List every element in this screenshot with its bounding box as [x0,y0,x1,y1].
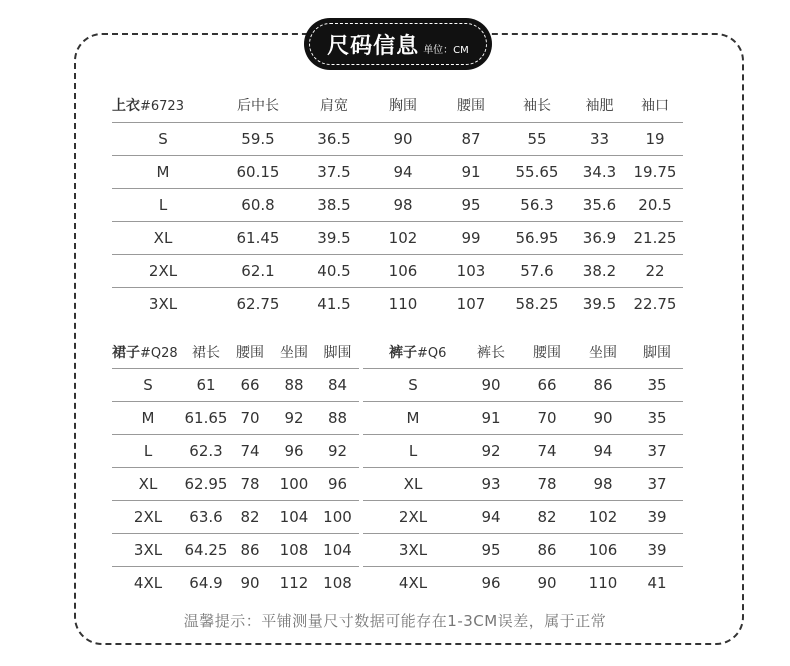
product-prefix: 上衣 [112,98,140,115]
value-cell: 39 [631,500,683,533]
value-cell: 21.25 [627,221,683,254]
value-cell: 96 [463,566,519,599]
size-cell: 4XL [363,566,463,599]
skirt-size-table [112,336,359,599]
value-cell: 103 [440,254,502,287]
value-cell: 55 [502,122,572,155]
value-cell: 40.5 [302,254,366,287]
value-cell: 20.5 [627,188,683,221]
value-cell: 56.95 [502,221,572,254]
value-cell: 91 [463,401,519,434]
value-cell: 19 [627,122,683,155]
table-row [363,533,683,566]
value-cell: 108 [272,533,316,566]
value-cell: 39.5 [302,221,366,254]
value-cell: 96 [272,434,316,467]
value-cell: 92 [272,401,316,434]
value-cell: 35 [631,368,683,401]
column-header: 坐围 [280,344,308,361]
value-cell: 92 [316,434,359,467]
value-cell: 98 [366,188,440,221]
value-cell: 84 [316,368,359,401]
value-cell: 37.5 [302,155,366,188]
table-row [112,122,683,155]
table-row [112,368,359,401]
value-cell: 34.3 [572,155,627,188]
table-row [112,533,359,566]
product-code: #Q6 [417,345,447,361]
table-row [363,500,683,533]
value-cell: 36.5 [302,122,366,155]
size-cell: 4XL [112,566,184,599]
column-header: 腰围 [533,344,561,361]
value-cell: 66 [228,368,272,401]
value-cell: 39 [631,533,683,566]
size-cell: XL [112,221,214,254]
value-cell: 106 [366,254,440,287]
value-cell: 35.6 [572,188,627,221]
product-prefix: 裤子 [389,344,417,361]
size-cell: XL [363,467,463,500]
column-header: 袖长 [523,98,551,115]
value-cell: 39.5 [572,287,627,320]
value-cell: 102 [575,500,631,533]
value-cell: 93 [463,467,519,500]
value-cell: 78 [228,467,272,500]
skirt-header-row [112,336,359,368]
size-cell: 3XL [112,287,214,320]
value-cell: 58.25 [502,287,572,320]
value-cell: 61.45 [214,221,302,254]
column-header: 裤长 [477,344,505,361]
value-cell: 33 [572,122,627,155]
product-code: #Q28 [140,345,178,361]
size-cell: M [363,401,463,434]
value-cell: 90 [228,566,272,599]
value-cell: 102 [366,221,440,254]
size-cell: S [363,368,463,401]
value-cell: 55.65 [502,155,572,188]
value-cell: 90 [519,566,575,599]
value-cell: 62.75 [214,287,302,320]
value-cell: 78 [519,467,575,500]
value-cell: 104 [316,533,359,566]
value-cell: 35 [631,401,683,434]
value-cell: 86 [575,368,631,401]
value-cell: 94 [575,434,631,467]
product-code: #6723 [140,99,184,115]
size-cell: 3XL [112,533,184,566]
value-cell: 91 [440,155,502,188]
column-header: 裙长 [192,344,220,361]
column-header: 肩宽 [320,98,348,115]
table-row [112,566,359,599]
table-row [112,467,359,500]
table-row [363,368,683,401]
value-cell: 86 [519,533,575,566]
size-info-title [304,18,492,70]
value-cell: 56.3 [502,188,572,221]
column-header: 袖肥 [585,98,614,115]
value-cell: 96 [316,467,359,500]
value-cell: 90 [463,368,519,401]
value-cell: 100 [272,467,316,500]
title-text: 尺码信息 [327,33,420,59]
value-cell: 112 [272,566,316,599]
value-cell: 82 [519,500,575,533]
table-row [363,467,683,500]
table-row [363,434,683,467]
column-header: 脚围 [323,344,352,361]
table-row [112,188,683,221]
table-row [112,434,359,467]
value-cell: 22.75 [627,287,683,320]
size-cell: L [363,434,463,467]
table-row [363,566,683,599]
size-cell: S [112,368,184,401]
value-cell: 94 [366,155,440,188]
value-cell: 60.15 [214,155,302,188]
size-cell: 3XL [363,533,463,566]
value-cell: 95 [440,188,502,221]
value-cell: 94 [463,500,519,533]
value-cell: 90 [575,401,631,434]
value-cell: 57.6 [502,254,572,287]
value-cell: 108 [316,566,359,599]
value-cell: 87 [440,122,502,155]
pants-header-row [363,336,683,368]
value-cell: 99 [440,221,502,254]
value-cell: 70 [228,401,272,434]
value-cell: 61.65 [184,401,228,434]
size-cell: 2XL [112,254,214,287]
column-header: 坐围 [589,344,617,361]
value-cell: 37 [631,434,683,467]
value-cell: 90 [366,122,440,155]
pants-size-table [363,336,683,599]
product-label [363,336,463,368]
value-cell: 66 [519,368,575,401]
value-cell: 82 [228,500,272,533]
value-cell: 59.5 [214,122,302,155]
value-cell: 41 [631,566,683,599]
size-cell: M [112,401,184,434]
value-cell: 86 [228,533,272,566]
product-label [112,89,214,122]
value-cell: 107 [440,287,502,320]
column-header: 腰围 [457,98,485,115]
value-cell: 92 [463,434,519,467]
top-header-row [112,89,683,122]
table-row [112,401,359,434]
value-cell: 36.9 [572,221,627,254]
table-row [112,254,683,287]
value-cell: 70 [519,401,575,434]
value-cell: 63.6 [184,500,228,533]
column-header: 袖口 [641,98,669,115]
value-cell: 64.25 [184,533,228,566]
measurement-note: 温馨提示：平铺测量尺寸数据可能存在1-3CM误差，属于正常 [183,612,607,630]
table-row [112,500,359,533]
value-cell: 106 [575,533,631,566]
value-cell: 38.2 [572,254,627,287]
column-header: 脚围 [643,344,671,361]
value-cell: 64.9 [184,566,228,599]
value-cell: 98 [575,467,631,500]
table-row [363,401,683,434]
value-cell: 62.95 [184,467,228,500]
value-cell: 74 [228,434,272,467]
value-cell: 60.8 [214,188,302,221]
value-cell: 88 [316,401,359,434]
column-header: 胸围 [389,98,417,115]
column-header: 后中长 [237,98,279,115]
value-cell: 110 [575,566,631,599]
size-cell: 2XL [363,500,463,533]
product-prefix: 裙子 [112,344,140,361]
size-cell: XL [112,467,184,500]
size-cell: L [112,434,184,467]
value-cell: 62.3 [184,434,228,467]
size-cell: L [112,188,214,221]
value-cell: 95 [463,533,519,566]
size-cell: M [112,155,214,188]
value-cell: 88 [272,368,316,401]
table-row [112,155,683,188]
value-cell: 19.75 [627,155,683,188]
value-cell: 38.5 [302,188,366,221]
column-header: 腰围 [236,344,264,361]
value-cell: 110 [366,287,440,320]
size-cell: 2XL [112,500,184,533]
value-cell: 22 [627,254,683,287]
value-cell: 100 [316,500,359,533]
value-cell: 104 [272,500,316,533]
product-label [112,336,184,368]
value-cell: 41.5 [302,287,366,320]
value-cell: 61 [184,368,228,401]
unit-text: 单位：CM [423,44,469,56]
table-row [112,221,683,254]
size-cell: S [112,122,214,155]
top-size-table [112,89,683,320]
value-cell: 37 [631,467,683,500]
value-cell: 74 [519,434,575,467]
table-row [112,287,683,320]
value-cell: 62.1 [214,254,302,287]
